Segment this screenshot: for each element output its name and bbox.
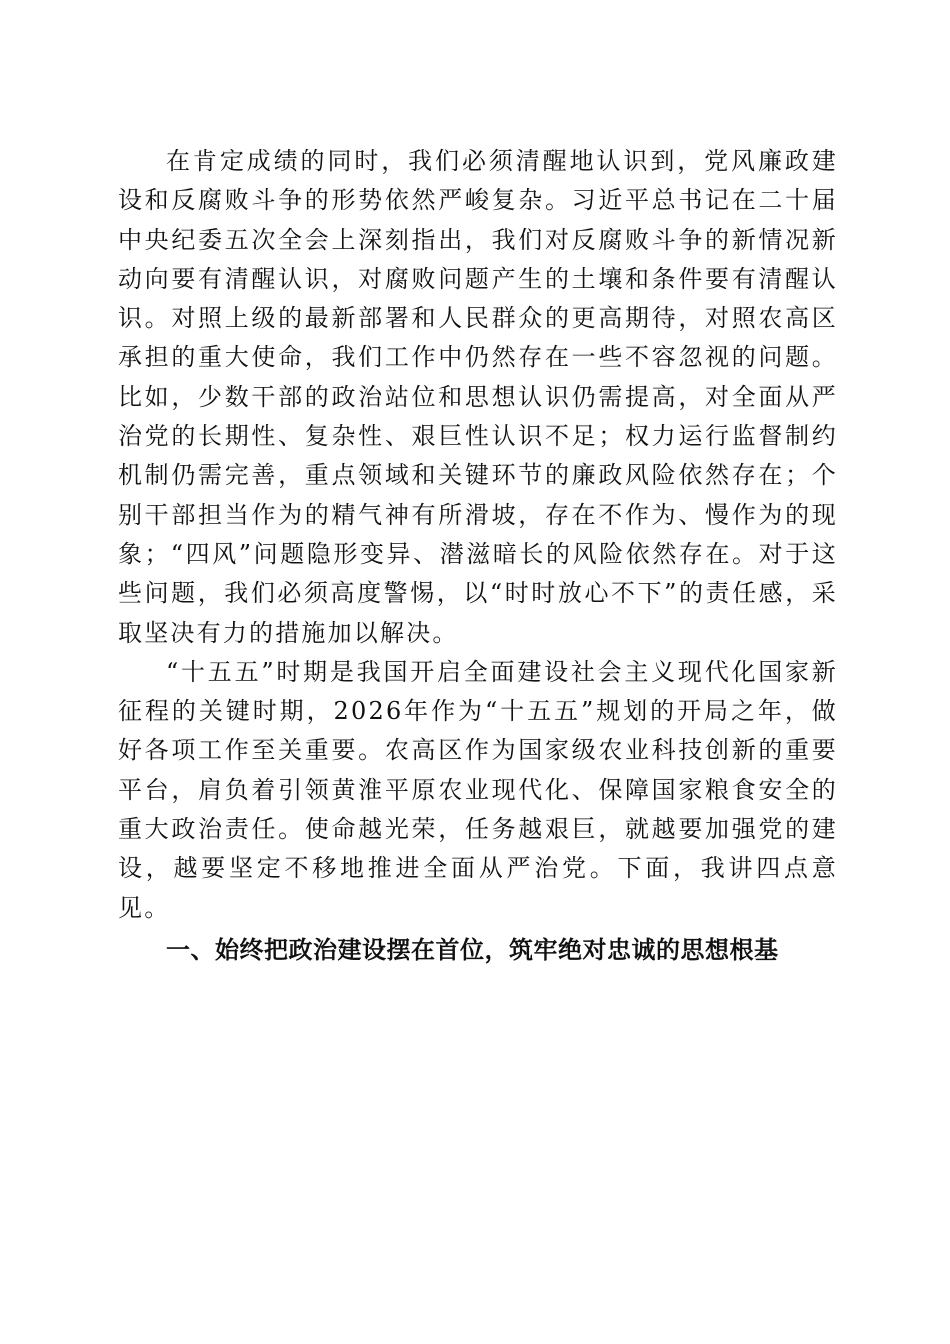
- section-heading: 一、始终把政治建设摆在首位，筑牢绝对忠诚的思想根基: [166, 935, 779, 964]
- body-paragraph: 在肯定成绩的同时，我们必须清醒地认识到，党风廉政建设和反腐败斗争的形势依然严峻复杂。习近平总书记在二十届中央纪委五次全会上深刻指出，我们对反腐败斗争的新情况新动向要有清醒认识，对腐败问题产生的土壤和条件要有清醒认识。对照上级的最新部署和人民群众的更高期待，对照农高区承担的重大使命，我们工作中仍然存在一些不容忽视的问题。比如，少数干部的政治站位和思想认识仍需提高，对全面从严治党的长期性、复杂性、艰巨性认识不足；权力运行监督制约机制仍需完善，重点领域和关键环节的廉政风险依然存在；个别干部担当作为的精气神有所滑坡，存在不作为、慢作为的现象；“四风”问题隐形变异、潜滋暗长的风险依然存在。对于这些问题，我们必须高度警惕，以“时时放心不下”的责任感，采取坚决有力的措施加以解决。: [118, 147, 838, 647]
- document-body: [118, 142, 838, 972]
- body-paragraph: “十五五”时期是我国开启全面建设社会主义现代化国家新征程的关键时期，2026年作为“十五五”规划的开局之年，做好各项工作至关重要。农高区作为国家级农业科技创新的重要平台，肩负着引领黄淮平原农业现代化、保障国家粮食安全的重大政治责任。使命越光荣，任务越艰巨，就越要加强党的建设，越要坚定不移地推进全面从严治党。下面，我讲四点意见。: [118, 657, 838, 922]
